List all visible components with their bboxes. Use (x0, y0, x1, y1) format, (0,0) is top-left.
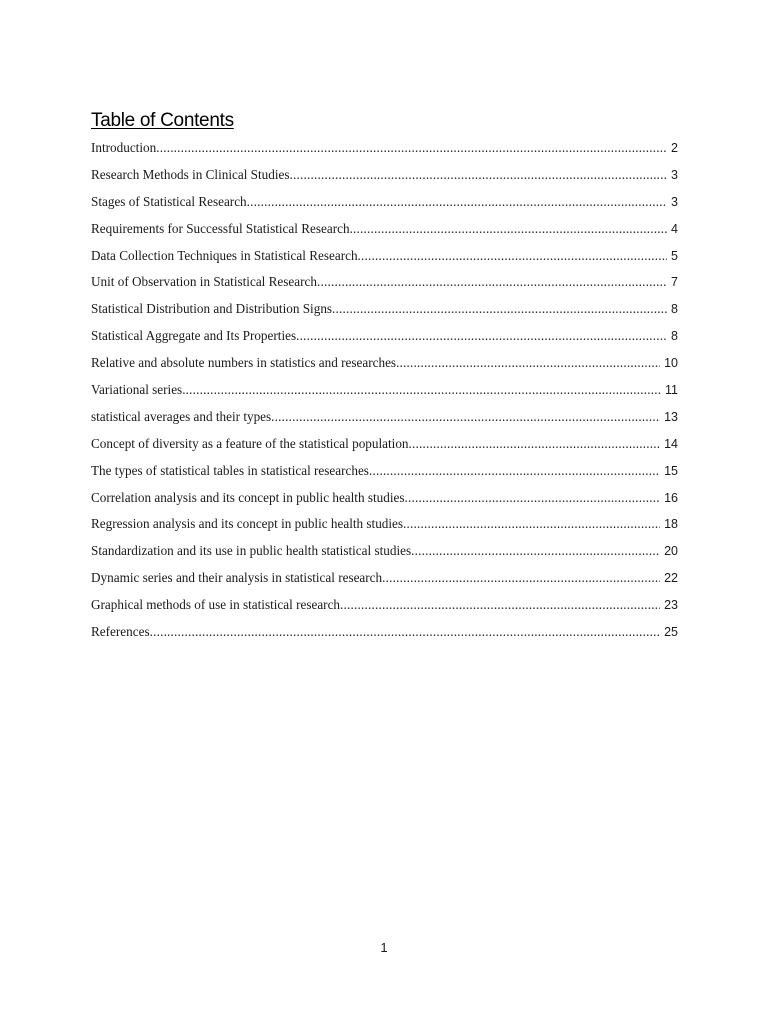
toc-list (91, 135, 678, 646)
toc-entry-text: Introduction (91, 140, 157, 155)
toc-entry-text: Unit of Observation in Statistical Research (91, 274, 317, 290)
toc-leader-dots (271, 404, 660, 431)
toc-leader-dots (150, 619, 661, 646)
toc-entry-page: 8 (671, 302, 678, 317)
toc-entry[interactable] (91, 216, 678, 243)
page-number: 1 (380, 940, 388, 955)
toc-leader-dots (403, 511, 660, 538)
toc-entry[interactable] (91, 404, 678, 431)
toc-leader-dots (350, 216, 667, 243)
toc-entry[interactable] (91, 323, 678, 350)
toc-leader-dots (358, 243, 668, 270)
toc-entry-page: 25 (664, 625, 678, 640)
toc-leader-dots (382, 565, 660, 592)
toc-leader-dots (182, 377, 661, 404)
toc-entry-page: 13 (664, 409, 678, 424)
toc-entry[interactable] (91, 592, 678, 619)
toc-entry[interactable] (91, 350, 678, 377)
toc-entry-page: 4 (671, 221, 678, 236)
toc-entry-page: 10 (664, 356, 678, 371)
toc-leader-dots (332, 296, 667, 323)
toc-leader-dots (396, 350, 660, 377)
toc-entry-text: Dynamic series and their analysis in statistical research (91, 570, 383, 586)
toc-entry-page: 14 (664, 436, 678, 451)
toc-entry[interactable] (91, 538, 678, 565)
toc-entry-text: Statistical Distribution and Distribution Signs (91, 301, 333, 317)
toc-leader-dots (409, 431, 661, 458)
toc-entry-text: Graphical methods of use in statistical research (91, 597, 341, 613)
toc-entry-text: Research Methods in Clinical Studies (91, 166, 290, 182)
toc-entry-page: 11 (665, 383, 678, 398)
toc-entry-text: Variational series (91, 382, 183, 398)
toc-entry-text: Correlation analysis and its concept in public health studies (91, 489, 405, 505)
toc-leader-dots (405, 485, 661, 512)
toc-entry[interactable] (91, 377, 678, 404)
toc-entry-text: Standardization and its use in public health statistical studies (91, 543, 412, 559)
toc-entry-page: 7 (671, 275, 678, 290)
toc-entry-text: Regression analysis and its concept in public health studies (91, 516, 404, 532)
toc-entry-page: 3 (671, 194, 678, 209)
toc-entry-page: 18 (664, 517, 678, 532)
toc-leader-dots (296, 323, 667, 350)
toc-leader-dots (317, 269, 667, 296)
toc-entry-page: 8 (671, 329, 678, 344)
toc-entry-page: 5 (671, 248, 678, 263)
toc-entry-text: References (91, 624, 150, 640)
toc-entry-text: Concept of diversity as a feature of the statistical population (91, 435, 409, 451)
toc-leader-dots (369, 458, 660, 485)
toc-entry[interactable] (91, 189, 678, 216)
toc-entry[interactable] (91, 485, 678, 512)
toc-entry-page: 22 (664, 571, 678, 586)
toc-entry-text: Data Collection Techniques in Statistical Research (91, 247, 358, 263)
toc-entry-text: Statistical Aggregate and Its Properties (91, 328, 297, 344)
toc-entry[interactable] (91, 162, 678, 189)
toc-entry-text: Relative and absolute numbers in statistics and researches (91, 355, 397, 371)
toc-title: Table of Contents (91, 110, 234, 131)
toc-entry[interactable] (91, 269, 678, 296)
toc-leader-dots (247, 189, 667, 216)
toc-entry-page: 23 (664, 598, 678, 613)
toc-entry-page: 2 (671, 141, 678, 155)
toc-entry-page: 20 (664, 544, 678, 559)
toc-leader-dots (340, 592, 660, 619)
toc-entry[interactable] (91, 135, 678, 162)
toc-entry-page: 15 (664, 463, 678, 478)
toc-entry[interactable] (91, 565, 678, 592)
toc-entry-text: The types of statistical tables in statistical researches (91, 462, 369, 478)
toc-entry-text: statistical averages and their types (91, 408, 272, 424)
toc-entry[interactable] (91, 296, 678, 323)
toc-leader-dots (411, 538, 660, 565)
toc-entry[interactable] (91, 243, 678, 270)
toc-entry-text: Requirements for Successful Statistical Research (91, 220, 350, 236)
toc-entry-text: Stages of Statistical Research (91, 193, 247, 209)
toc-leader-dots (156, 135, 667, 162)
toc-entry[interactable] (91, 511, 678, 538)
toc-entry[interactable] (91, 431, 678, 458)
toc-entry-page: 16 (664, 490, 678, 505)
toc-entry-page: 3 (671, 167, 678, 182)
toc-entry[interactable] (91, 619, 678, 646)
toc-entry[interactable] (91, 458, 678, 485)
toc-leader-dots (290, 162, 668, 189)
